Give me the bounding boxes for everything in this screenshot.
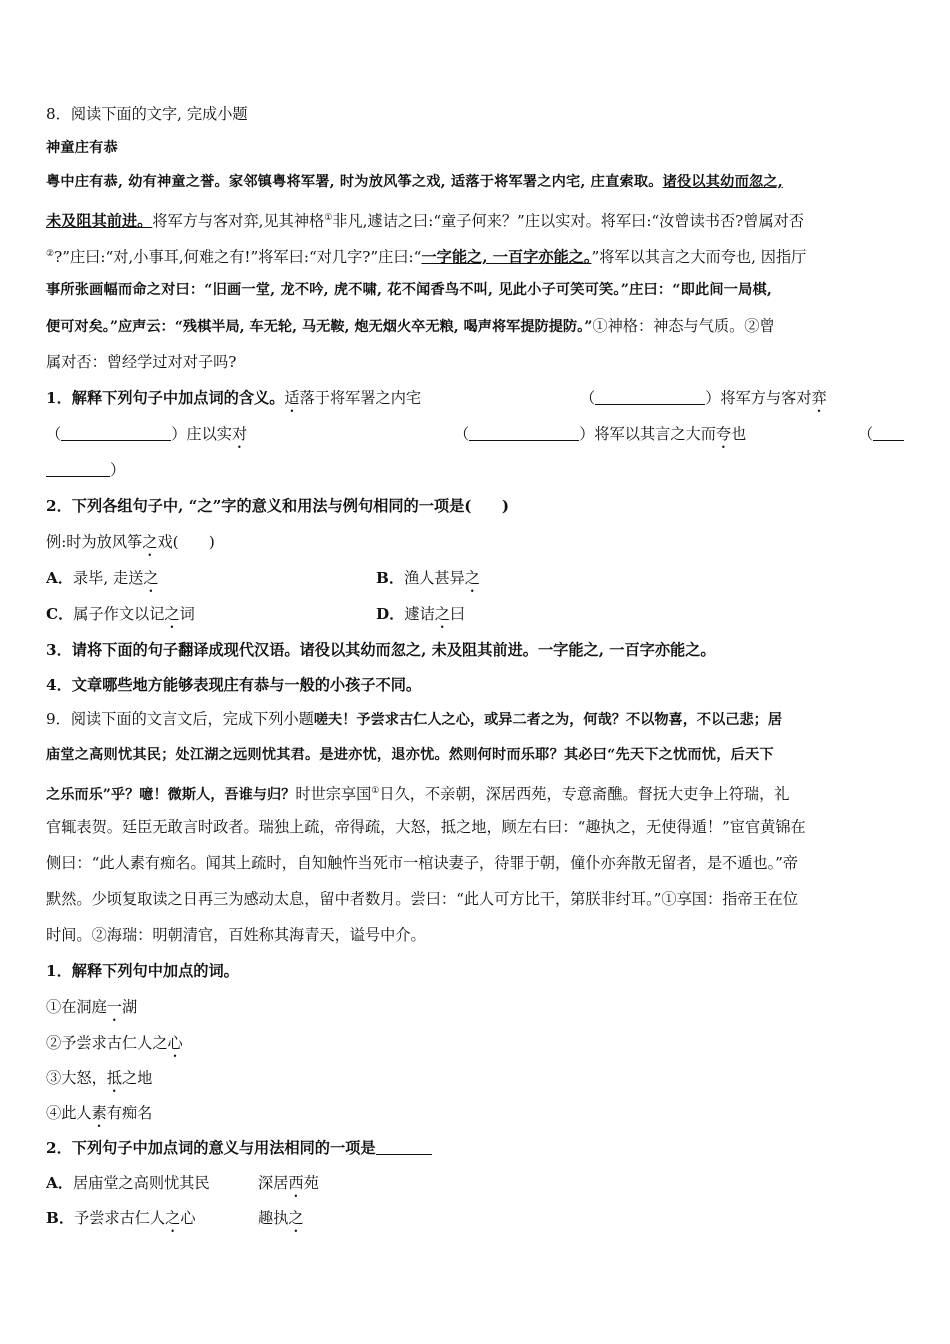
q9-subquestion-2: 2．下列句子中加点词的意义与用法相同的一项是	[46, 1130, 904, 1166]
q8-subquestion-1-line-2: （ ）庄以实对 （ ）将军以其言之大而夸也 （	[46, 416, 904, 452]
q8-subquestion-2: 2．下列各组句子中, “之”字的意义和用法与例句相同的一项是( )	[46, 497, 510, 515]
q8-passage-line-1: 粤中庄有恭, 幼有神童之誉。家邻镇粤将军署, 时为放风筝之戏, 适落于将军署之内宅, 庄直索取。诸役以其幼而忽之,	[46, 174, 783, 190]
answer-blank-4-cont[interactable]	[46, 458, 110, 477]
q9-passage-line-4: 官辄表贺。廷臣无敢言时政者。瑞独上疏，帝得疏，大怒，抵之地，顾左右曰：“趣执之，无使得遁！”宦官黄锦在	[46, 818, 806, 836]
q8-passage-line-2: 未及阻其前进。将军方与客对弈,见其神格①非凡,遽诘之曰:“童子何来？”庄以实对。将军曰:“汝曾读书否?曾属对否	[46, 212, 805, 231]
answer-blank-2[interactable]	[61, 422, 171, 441]
q8-subquestion-3: 3．请将下面的句子翻译成现代汉语。诸役以其幼而忽之, 未及阻其前进。一字能之, 一百字亦能之。	[46, 641, 716, 659]
answer-blank-3[interactable]	[469, 422, 579, 441]
q9-answer-blank[interactable]	[376, 1136, 432, 1155]
q9-heading: 9．阅读下面的文言文后，完成下列小题嗟夫！予尝求古仁人之心，或异二者之为，何哉？不以物喜，不以己悲；居	[46, 710, 783, 728]
q9-option-a[interactable]: A．居庙堂之高则忧其民 深居西苑	[46, 1174, 319, 1192]
q9-passage-line-3: 之乐而乐”乎？噫！微斯人，吾谁与归？时世宗享国①日久，不亲朝，深居西苑，专意斋醮。督抚大吏争上符瑞，礼	[46, 785, 790, 804]
answer-blank-4[interactable]	[873, 422, 904, 441]
q8-subquestion-1-line-3: ）	[46, 452, 904, 488]
q8-example: 例:时为放风筝之戏( )	[46, 533, 215, 551]
q8-passage-title: 神童庄有恭	[46, 140, 118, 156]
q8-option-b[interactable]: B．渔人甚异之	[376, 569, 480, 587]
q8-option-c[interactable]: C．属子作文以记之词	[46, 605, 195, 623]
q9-passage-line-7: 时间。②海瑞：明朝清官，百姓称其海青天，谥号中介。	[46, 926, 426, 944]
q9-item-3: ③大怒，抵之地	[46, 1069, 153, 1087]
q8-option-a[interactable]: A．录毕, 走送之	[46, 569, 159, 587]
q8-options-cd	[46, 596, 904, 632]
q9-passage-line-6: 默然。少顷复取读之日再三为感动太息，留中者数月。尝曰：“此人可方比干，第朕非纣耳。”①享国：指帝王在位	[46, 890, 799, 908]
q9-item-1: ①在洞庭一湖	[46, 998, 138, 1016]
answer-blank-1[interactable]	[595, 386, 705, 405]
q8-footnote-end: 属对否：曾经学过对对子吗?	[46, 353, 237, 371]
q8-subquestion-1: 1．解释下列句子中加点词的含义。适落于将军署之内宅 （ ）将军方与客对弈	[46, 380, 904, 416]
q9-item-4: ④此人素有痴名	[46, 1104, 153, 1122]
q8-heading: 8．阅读下面的文字, 完成小题	[46, 105, 248, 123]
q9-option-b[interactable]: B．予尝求古仁人之心 趣执之	[46, 1209, 304, 1227]
q9-passage-line-5: 侧曰：“此人素有痴名。闻其上疏时，自知触忤当死市一棺诀妻子，待罪于朝，僮仆亦奔散无留者，是不遁也。”帝	[46, 854, 799, 872]
q9-item-2: ②予尝求古仁人之心	[46, 1034, 183, 1052]
q9-passage-line-2: 庙堂之高则忧其民；处江湖之远则忧其君。是进亦忧，退亦忧。然则何时而乐耶？其必曰“先天下之忧而忧，后天下	[46, 747, 774, 763]
q8-option-d[interactable]: D．遽诘之曰	[376, 605, 466, 623]
q8-passage-line-3: ②?”庄曰:“对,小事耳,何难之有!”将军曰:“对几字?”庄曰:“一字能之, 一百字亦能之。”将军以其言之大而夸也, 因指厅	[46, 248, 807, 267]
q8-passage-line-4: 事所张画幅而命之对曰：“旧画一堂, 龙不吟, 虎不啸, 花不闻香鸟不叫, 见此小子可笑可笑。”庄曰：“即此间一局棋,	[46, 282, 773, 298]
q8-options-ab	[46, 560, 904, 596]
q8-passage-line-5: 便可对矣。”应声云：“残棋半局, 车无轮, 马无鞍, 炮无烟火卒无粮, 喝声将军提防提防。”①神格：神态与气质。②曾	[46, 317, 775, 335]
q9-subquestion-1: 1．解释下列句中加点的词。	[46, 962, 239, 980]
q8-subquestion-4: 4．文章哪些地方能够表现庄有恭与一般的小孩子不同。	[46, 676, 422, 694]
